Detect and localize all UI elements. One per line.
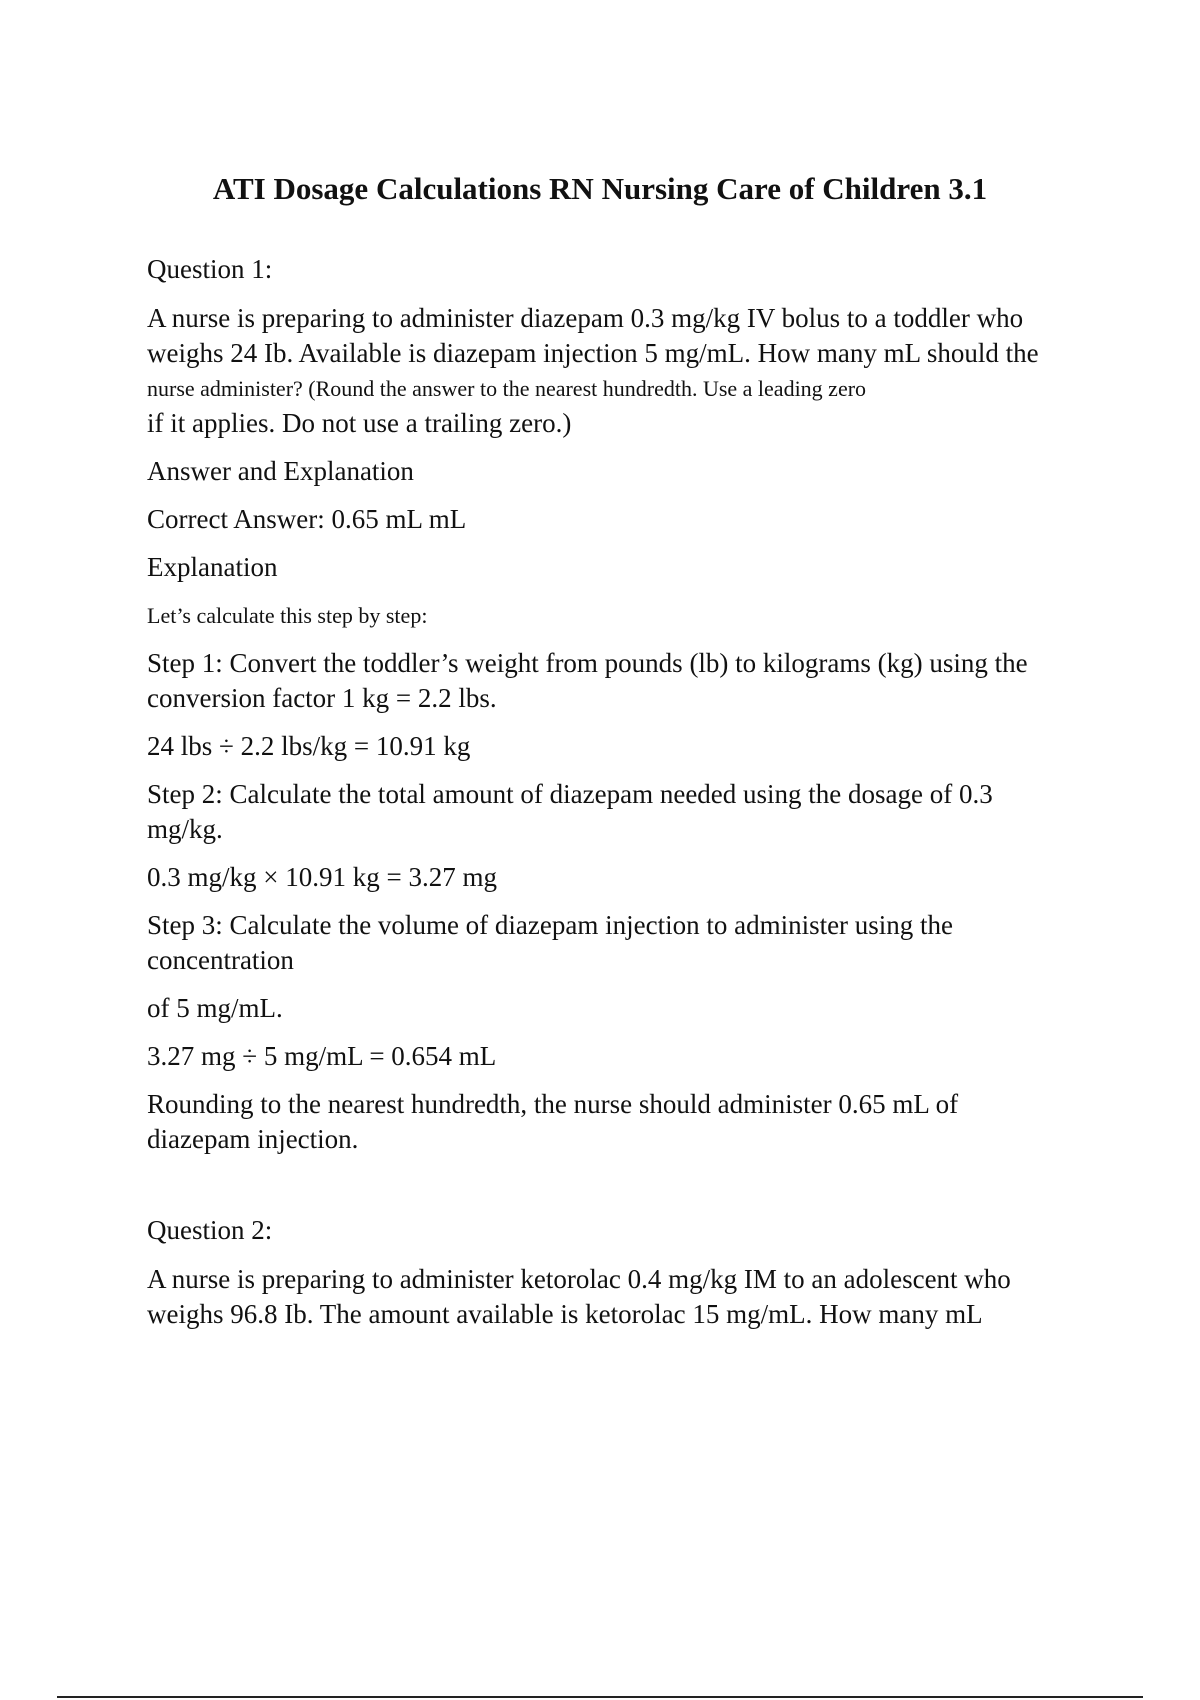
step-2	[147, 777, 1087, 847]
step-3	[147, 908, 1087, 978]
conclusion-line: diazepam injection.	[147, 1124, 359, 1154]
conclusion-line: Rounding to the nearest hundredth, the nurse should administer 0.65 mL of	[147, 1089, 959, 1119]
step-line: Step 1: Convert the toddler’s weight from pounds (lb) to kilograms (kg) using the	[147, 648, 1028, 678]
step-line: mg/kg.	[147, 814, 223, 844]
answer-heading: Answer and Explanation	[147, 456, 414, 486]
step-line: conversion factor 1 kg = 2.2 lbs.	[147, 683, 497, 713]
conclusion	[147, 1087, 1087, 1157]
explanation-heading: Explanation	[147, 552, 278, 582]
question-1-prompt	[147, 301, 1087, 441]
prompt-line: if it applies. Do not use a trailing zero.)	[147, 408, 572, 438]
page-bottom-rule	[57, 1696, 1143, 1698]
explanation-intro: Let’s calculate this step by step:	[147, 603, 428, 628]
prompt-line: A nurse is preparing to administer diazepam 0.3 mg/kg IV bolus to a toddler who	[147, 303, 1024, 333]
step-line: Step 2: Calculate the total amount of diazepam needed using the dosage of 0.3	[147, 779, 993, 809]
step-2-calculation: 0.3 mg/kg × 10.91 kg = 3.27 mg	[147, 862, 497, 892]
prompt-line: A nurse is preparing to administer ketorolac 0.4 mg/kg IM to an adolescent who	[147, 1264, 1011, 1294]
document-title: ATI Dosage Calculations RN Nursing Care of Children 3.1	[212, 170, 988, 206]
question-1-heading: Question 1:	[147, 254, 273, 284]
step-3-continuation: of 5 mg/mL.	[147, 993, 283, 1023]
step-3-calculation: 3.27 mg ÷ 5 mg/mL = 0.654 mL	[147, 1041, 497, 1071]
step-line: Step 3: Calculate the volume of diazepam injection to administer using the	[147, 910, 954, 940]
correct-answer: Correct Answer: 0.65 mL mL	[147, 504, 467, 534]
step-line: concentration	[147, 945, 294, 975]
question-2-prompt	[147, 1262, 1087, 1332]
prompt-line: weighs 24 Ib. Available is diazepam injection 5 mg/mL. How many mL should the	[147, 338, 1039, 368]
question-2-heading: Question 2:	[147, 1215, 273, 1245]
prompt-line: weighs 96.8 Ib. The amount available is ketorolac 15 mg/mL. How many mL	[147, 1299, 983, 1329]
step-1-calculation: 24 lbs ÷ 2.2 lbs/kg = 10.91 kg	[147, 731, 471, 761]
prompt-line: nurse administer? (Round the answer to the nearest hundredth. Use a leading zero	[147, 376, 867, 401]
document-body	[147, 252, 1087, 1345]
step-1	[147, 646, 1087, 716]
